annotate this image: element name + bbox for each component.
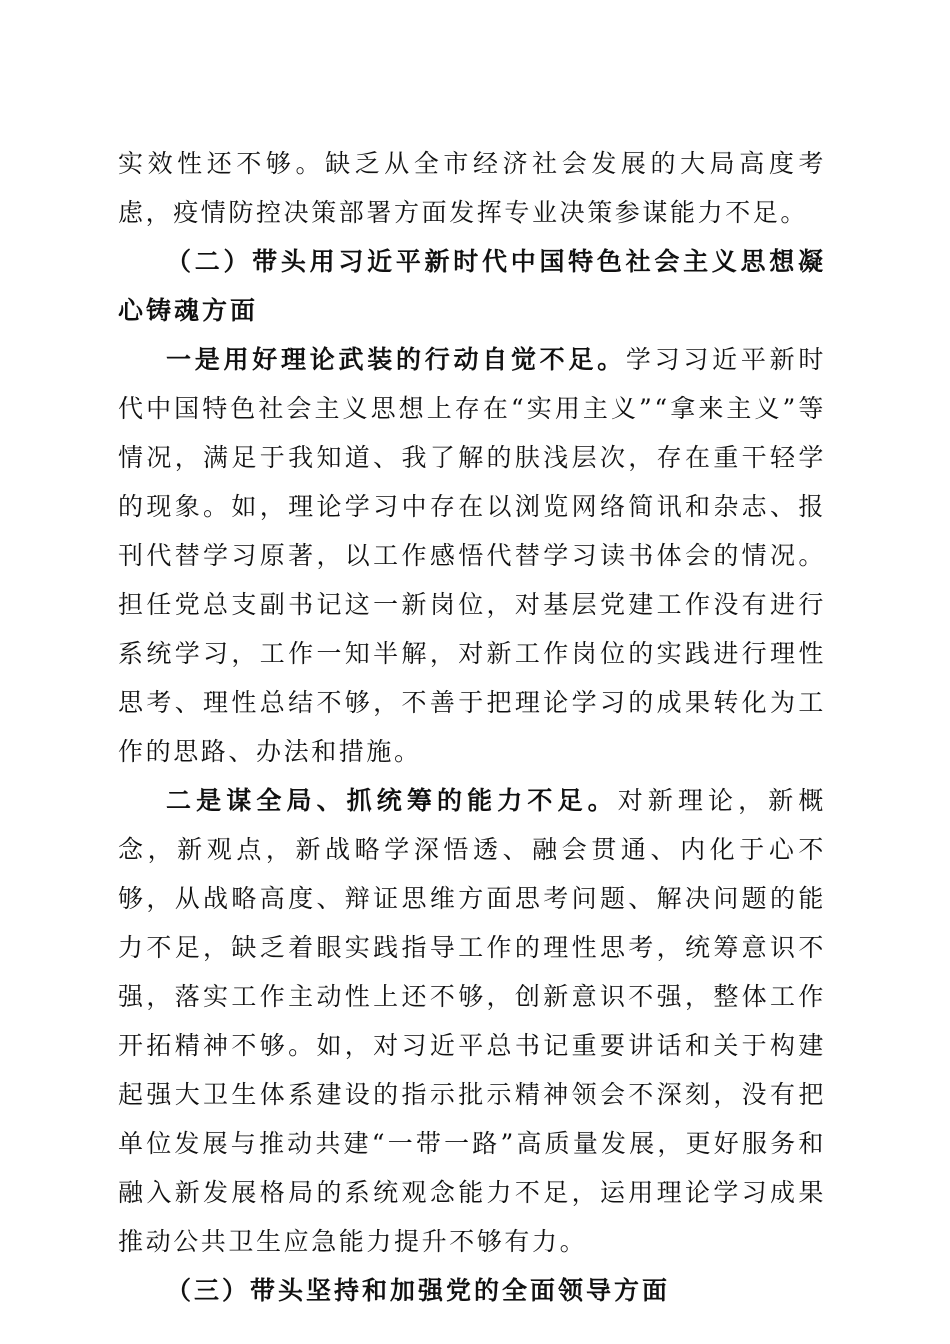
paragraph-point-1 xyxy=(118,335,826,776)
section-heading-3 xyxy=(118,1266,826,1315)
paragraph-lead: 一是用好理论武装的行动自觉不足。 xyxy=(166,345,626,374)
paragraph-continuation xyxy=(118,139,826,237)
paragraph-point-2 xyxy=(118,776,826,1266)
paragraph-text: 学习习近平新时代中国特色社会主义思想上存在“实用主义”“拿来主义”等情况，满足于我知道、我了解的肤浅层次，存在重干轻学的现象。如，理论学习中存在以浏览网络简讯和杂志、报刊代替学习原著，以工作感悟代替学习读书体会的情况。担任党总支副书记这一新岗位，对基层党建工作没有进行系统学习，工作一知半解，对新工作岗位的实践进行理性思考、理性总结不够，不善于把理论学习的成果转化为工作的思路、办法和措施。 xyxy=(118,345,826,766)
paragraph-text: 对新理论，新概念，新观点，新战略学深悟透、融会贯通、内化于心不够，从战略高度、辩证思维方面思考问题、解决问题的能力不足，缺乏着眼实践指导工作的理性思考，统筹意识不强，落实工作主动性上还不够，创新意识不强，整体工作开拓精神不够。如，对习近平总书记重要讲话和关于构建起强大卫生体系建设的指示批示精神领会不深刻，没有把单位发展与推动共建“一带一路”高质量发展，更好服务和融入新发展格局的系统观念能力不足，运用理论学习成果推动公共卫生应急能力提升不够有力。 xyxy=(118,786,826,1256)
paragraph-lead: 二是谋全局、抓统筹的能力不足。 xyxy=(166,786,618,815)
paragraph-text: 实效性还不够。缺乏从全市经济社会发展的大局高度考虑，疫情防控决策部署方面发挥专业决策参谋能力不足。 xyxy=(118,149,826,227)
document-page xyxy=(118,139,826,1315)
section-heading-2 xyxy=(118,237,826,335)
section-heading-text: （三）带头坚持和加强党的全面领导方面 xyxy=(166,1276,671,1305)
section-heading-text: （二）带头用习近平新时代中国特色社会主义思想凝心铸魂方面 xyxy=(118,247,826,325)
